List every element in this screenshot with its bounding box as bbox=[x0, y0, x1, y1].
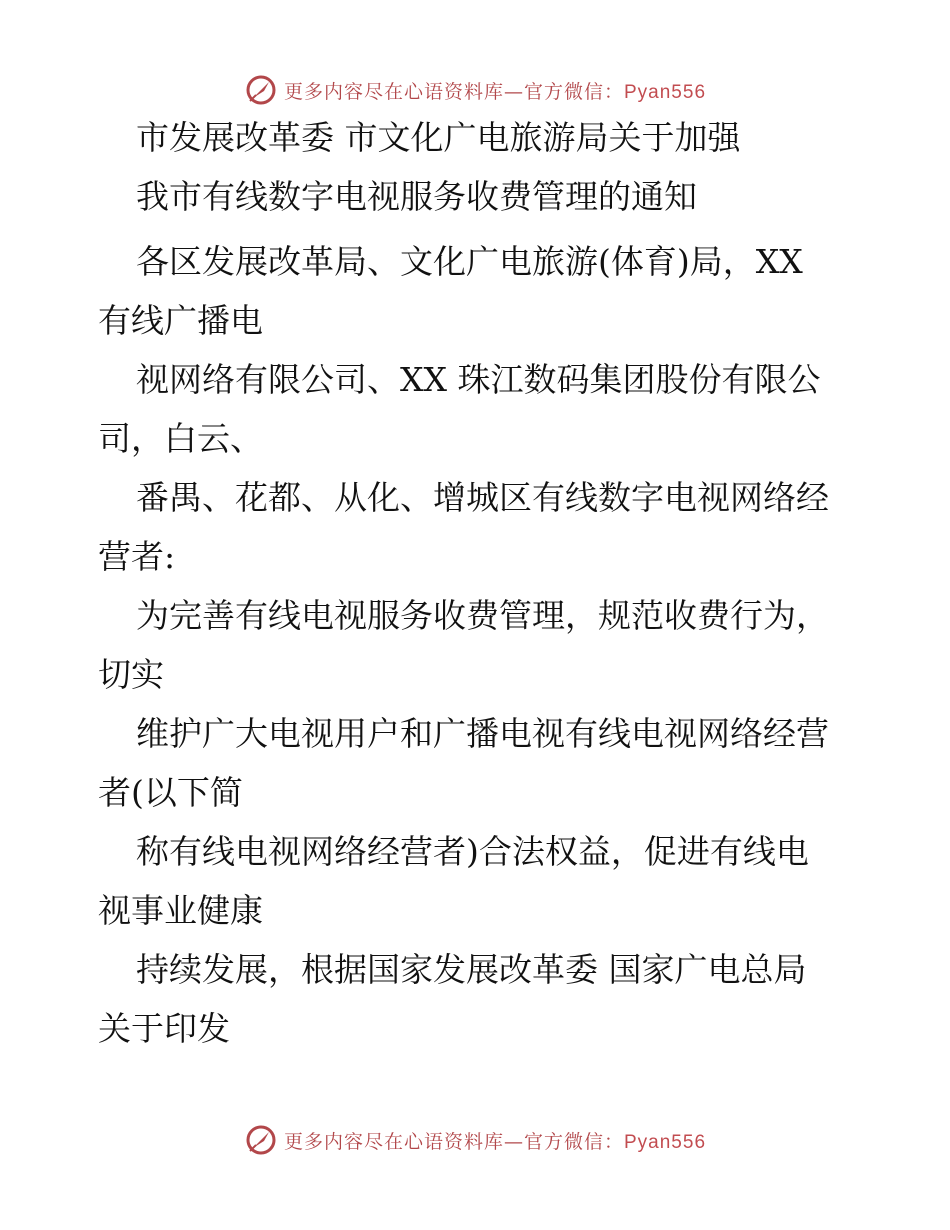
banner-main-text: 更多内容尽在心语资料库—官方微信： bbox=[283, 1130, 624, 1153]
banner-text bbox=[284, 1127, 706, 1154]
doc-line-15: 持续发展，根据国家发展改革委 国家广电总局 bbox=[136, 950, 807, 989]
doc-line-14: 视事业健康 bbox=[98, 891, 263, 930]
doc-line-8: 营者: bbox=[98, 537, 176, 576]
banner-wechat-id: Pyan556 bbox=[624, 81, 707, 103]
doc-line-2: 我市有线数字电视服务收费管理的通知 bbox=[136, 177, 697, 216]
feather-circle-logo-icon bbox=[244, 1123, 278, 1157]
doc-line-13: 称有线电视网络经营者)合法权益，促进有线电 bbox=[136, 832, 809, 871]
doc-line-1: 市发展改革委 市文化广电旅游局关于加强 bbox=[136, 118, 741, 157]
footer-banner bbox=[0, 1120, 950, 1160]
doc-line-10: 切实 bbox=[98, 655, 164, 694]
doc-line-16: 关于印发 bbox=[98, 1009, 230, 1048]
doc-line-11: 维护广大电视用户和广播电视有线电视网络经营 bbox=[136, 714, 829, 753]
banner-main-text: 更多内容尽在心语资料库—官方微信： bbox=[283, 80, 624, 103]
banner-wechat-id: Pyan556 bbox=[624, 1131, 707, 1153]
banner-text bbox=[284, 77, 706, 104]
feather-circle-logo-icon bbox=[244, 73, 278, 107]
doc-line-9: 为完善有线电视服务收费管理，规范收费行为， bbox=[136, 596, 829, 635]
doc-line-12: 者(以下简 bbox=[98, 773, 243, 812]
doc-line-7: 番禺、花都、从化、增城区有线数字电视网络经 bbox=[136, 478, 829, 517]
doc-line-5: 视网络有限公司、XX 珠江数码集团股份有限公 bbox=[136, 360, 821, 399]
doc-line-3: 各区发展改革局、文化广电旅游(体育)局，XX bbox=[136, 242, 803, 281]
doc-line-4: 有线广播电 bbox=[98, 301, 263, 340]
doc-line-6: 司，白云、 bbox=[98, 419, 263, 458]
header-banner bbox=[0, 70, 950, 110]
